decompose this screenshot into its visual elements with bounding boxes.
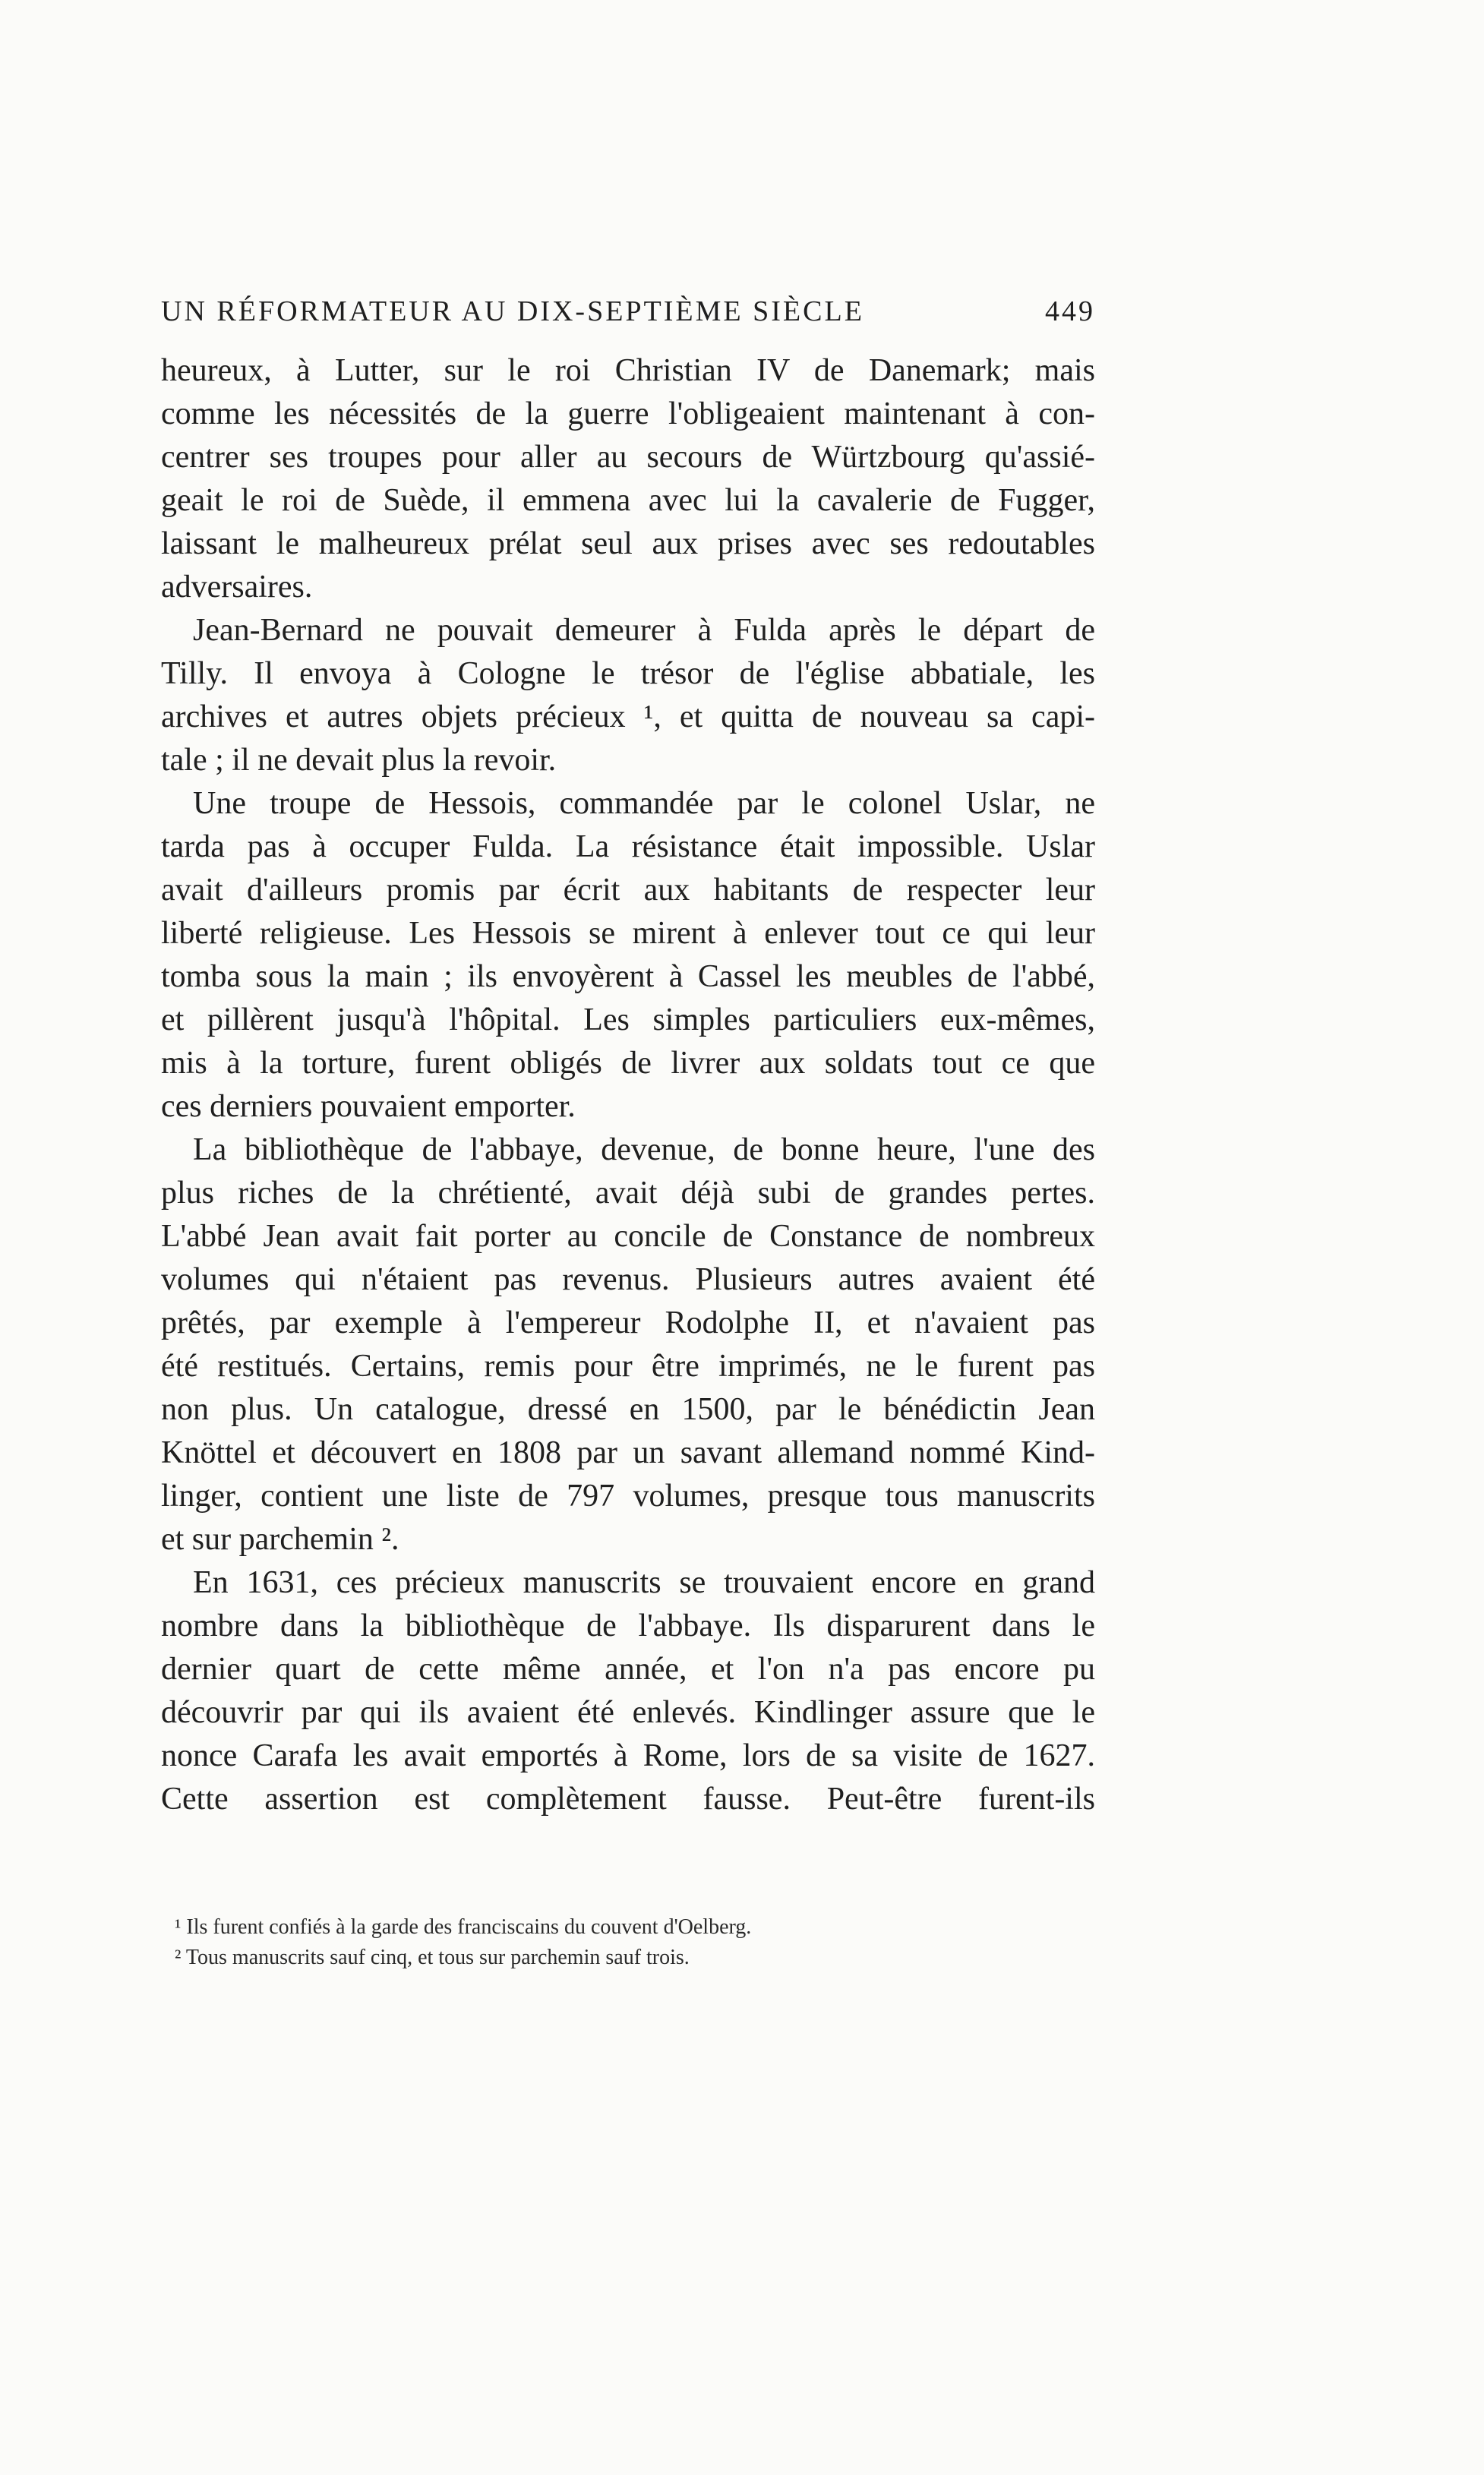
page-header (161, 295, 1095, 328)
text-line: linger, contient une liste de 797 volumes, presque tous manuscrits (161, 1479, 1095, 1514)
text-line: Jean-Bernard ne pouvait demeurer à Fulda après le départ de (193, 613, 1095, 648)
text-line: volumes qui n'étaient pas revenus. Plusieurs autres avaient été (161, 1262, 1095, 1297)
text-line: geait le roi de Suède, il emmena avec lui la cavalerie de Fugger, (161, 483, 1095, 518)
text-line: adversaires. (161, 570, 313, 605)
body-text (161, 349, 1095, 1821)
text-line: comme les nécessités de la guerre l'obligeaient maintenant à con- (161, 396, 1095, 431)
text-line: prêtés, par exemple à l'empereur Rodolphe II, et n'avaient pas (161, 1305, 1095, 1340)
text-line: La bibliothèque de l'abbaye, devenue, de bonne heure, l'une des (193, 1132, 1095, 1167)
text-line: Knöttel et découvert en 1808 par un savant allemand nommé Kind- (161, 1435, 1095, 1470)
text-line: En 1631, ces précieux manuscrits se trouvaient encore en grand (193, 1565, 1095, 1600)
text-line: Une troupe de Hessois, commandée par le colonel Uslar, ne (193, 786, 1095, 821)
text-line: dernier quart de cette même année, et l'on n'a pas encore pu (161, 1652, 1095, 1687)
text-line: laissant le malheureux prélat seul aux prises avec ses redoutables (161, 526, 1095, 561)
text-line: avait d'ailleurs promis par écrit aux habitants de respecter leur (161, 873, 1095, 908)
text-line: tomba sous la main ; ils envoyèrent à Cassel les meubles de l'abbé, (161, 959, 1095, 994)
text-line: centrer ses troupes pour aller au secours de Würtzbourg qu'assié- (161, 440, 1095, 475)
footnote: ¹ Ils furent confiés à la garde des franciscains du couvent d'Oelberg. (175, 1915, 752, 1939)
footnotes (175, 1912, 972, 1973)
text-line: nonce Carafa les avait emportés à Rome, lors de sa visite de 1627. (161, 1738, 1095, 1773)
text-line: nombre dans la bibliothèque de l'abbaye. Ils disparurent dans le (161, 1608, 1095, 1643)
text-line: Tilly. Il envoya à Cologne le trésor de l'église abbatiale, les (161, 656, 1095, 691)
running-title: UN RÉFORMATEUR AU DIX-SEPTIÈME SIÈCLE (161, 295, 864, 327)
text-line: Cette assertion est complètement fausse. Peut-être furent-ils (161, 1782, 1095, 1817)
text-line: heureux, à Lutter, sur le roi Christian IV de Danemark; mais (161, 353, 1095, 388)
text-line: archives et autres objets précieux ¹, et quitta de nouveau sa capi- (161, 699, 1095, 734)
text-line: été restitués. Certains, remis pour être imprimés, ne le furent pas (161, 1349, 1095, 1384)
text-line: découvrir par qui ils avaient été enlevés. Kindlinger assure que le (161, 1695, 1095, 1730)
text-line: liberté religieuse. Les Hessois se mirent à enlever tout ce qui leur (161, 916, 1095, 951)
text-line: plus riches de la chrétienté, avait déjà subi de grandes pertes. (161, 1176, 1095, 1211)
footnote: ² Tous manuscrits sauf cinq, et tous sur parchemin sauf trois. (175, 1946, 690, 1969)
text-line: ces derniers pouvaient emporter. (161, 1089, 576, 1124)
text-line: tarda pas à occuper Fulda. La résistance était impossible. Uslar (161, 829, 1095, 864)
page-number: 449 (1045, 295, 1095, 327)
text-line: L'abbé Jean avait fait porter au concile de Constance de nombreux (161, 1219, 1095, 1254)
text-line: et sur parchemin ². (161, 1522, 399, 1557)
text-line: mis à la torture, furent obligés de livrer aux soldats tout ce que (161, 1046, 1095, 1081)
text-line: et pillèrent jusqu'à l'hôpital. Les simples particuliers eux-mêmes, (161, 1002, 1095, 1037)
text-line: tale ; il ne devait plus la revoir. (161, 743, 557, 778)
text-line: non plus. Un catalogue, dressé en 1500, par le bénédictin Jean (161, 1392, 1095, 1427)
